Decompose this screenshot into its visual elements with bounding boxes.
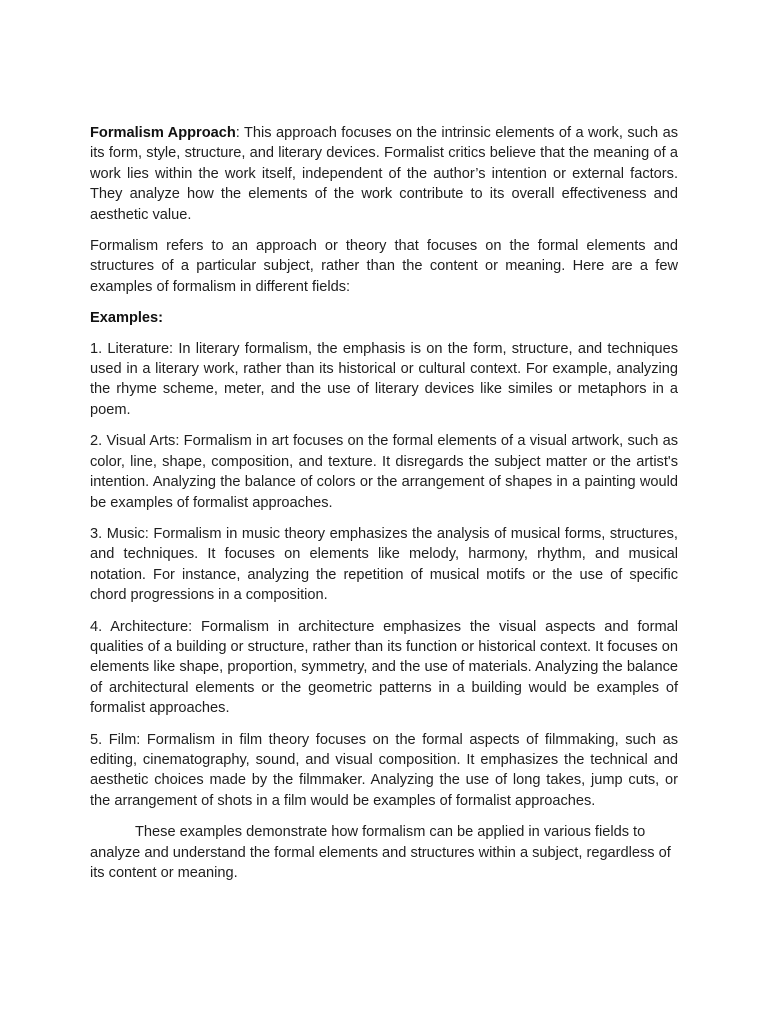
example-architecture: 4. Architecture: Formalism in architecture emphasizes the visual aspects and formal qualities of a building or structure, rather than its function or historical context. It focuses on elements like shape, proportion, symmetry, and the use of materials. Analyzing the balance of architectural elements or the geometric patterns in a building would be examples of formalist approaches. xyxy=(90,618,678,717)
example-music: 3. Music: Formalism in music theory emphasizes the analysis of musical forms, structures, and techniques. It focuses on elements like melody, harmony, rhythm, and musical notation. For instance, analyzing the repetition of musical motifs or the use of specific chord progressions in a composition. xyxy=(90,525,678,604)
example-visual-arts: 2. Visual Arts: Formalism in art focuses on the formal elements of a visual artwork, such as color, line, shape, composition, and texture. It disregards the subject matter or the artist's intention. Analyzing the balance of colors or the arrangement of shapes in a painting would be examples of formalist approaches. xyxy=(90,433,678,511)
definition-paragraph: Formalism refers to an approach or theory that focuses on the formal elements and structures of a particular subject, rather than the content or meaning. Here are a few examples of formalism in different fields: xyxy=(90,238,678,295)
intro-label: Formalism Approach xyxy=(90,125,236,141)
intro-text: : This approach focuses on the intrinsic elements of a work, such as its form, style, structure, and literary devices. Formalist critics believe that the meaning of a work lies within the work itself, independent of the author’s intention or external factors. They analyze how the elements of the work contribute to its overall effectiveness and aesthetic value. xyxy=(90,125,678,223)
intro-paragraph xyxy=(90,123,678,225)
document-page xyxy=(90,123,678,894)
conclusion-paragraph: These examples demonstrate how formalism can be applied in various fields to analyze and understand the formal elements and structures within a subject, regardless of its content or meaning. xyxy=(90,824,671,881)
examples-heading: Examples: xyxy=(90,310,164,327)
example-film: 5. Film: Formalism in film theory focuses on the formal aspects of filmmaking, such as editing, cinematography, sound, and visual composition. It emphasizes the technical and aesthetic choices made by the filmmaker. Analyzing the use of long takes, jump cuts, or the arrangement of shots in a film would be examples of formalist approaches. xyxy=(90,731,678,809)
example-literature: 1. Literature: In literary formalism, the emphasis is on the form, structure, and techniques used in a literary work, rather than its historical or cultural context. For example, analyzing the rhyme scheme, meter, and the use of literary devices like similes or metaphors in a poem. xyxy=(90,340,678,418)
